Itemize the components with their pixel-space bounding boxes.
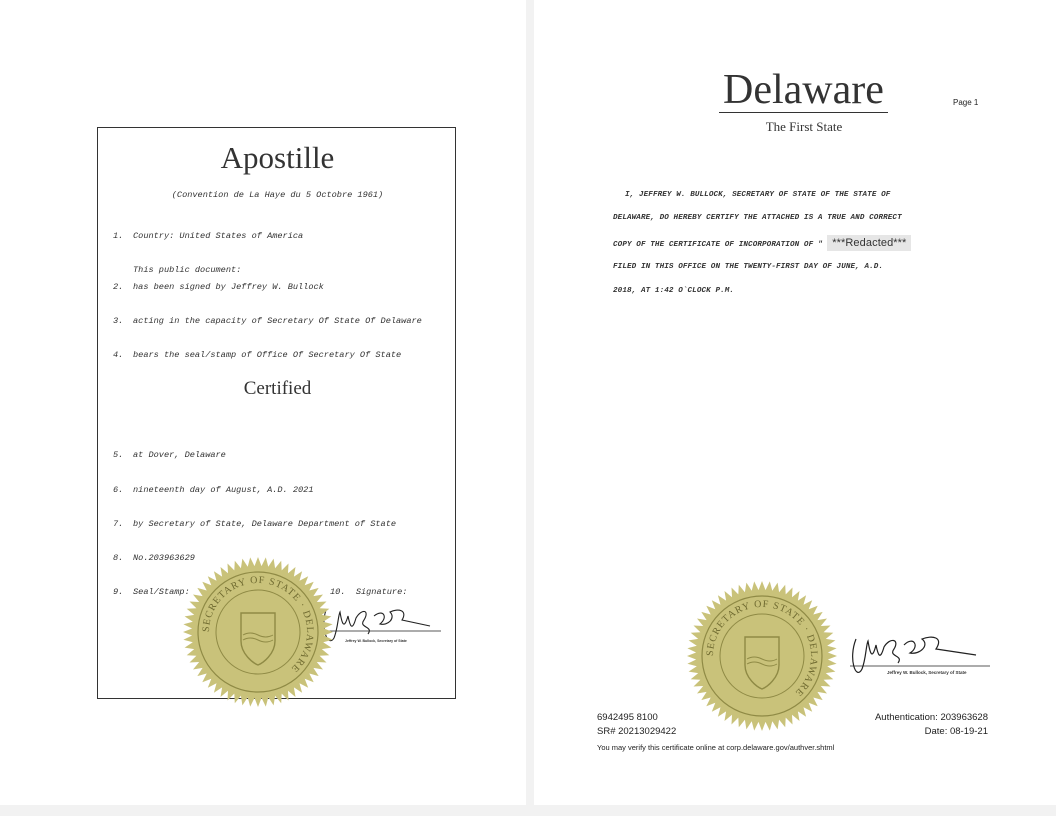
item-8: 8. No.203963629 <box>113 553 195 563</box>
redacted-name: ***Redacted*** <box>827 235 911 251</box>
item-7: 7. by Secretary of State, Delaware Department of State <box>113 519 397 529</box>
certified-heading: Certified <box>243 378 312 399</box>
secretary-of-state-seal <box>687 581 837 731</box>
signature-caption: Jeffrey W. Bullock, Secretary of State <box>345 639 407 643</box>
item-3: 3. acting in the capacity of Secretary Of State Of Delaware <box>113 316 422 326</box>
signature-caption: Jeffrey W. Bullock, Secretary of State <box>887 670 967 675</box>
cert-line-1: I, JEFFREY W. BULLOCK, SECRETARY OF STATE OF THE STATE OF <box>625 191 891 199</box>
cert-line-3: COPY OF THE CERTIFICATE OF INCORPORATION OF " ***Redacted*** <box>613 237 911 249</box>
item-1: 1. Country: United States of America <box>113 231 304 241</box>
item-5: 5. at Dover, Delaware <box>113 450 226 460</box>
apostille-page <box>0 0 526 805</box>
item-6: 6. nineteenth day of August, A.D. 2021 <box>113 485 314 495</box>
certificate-heading: Delaware <box>719 68 888 113</box>
apostille-title: Apostille <box>220 140 335 175</box>
convention-text: (Convention de La Haye du 5 Octobre 1961) <box>171 190 384 200</box>
cert-line-5: 2018, AT 1:42 O`CLOCK P.M. <box>613 287 735 295</box>
authentication-number: Authentication: 203963628 <box>874 712 988 723</box>
seal-text: SECRETARY OF STATE · DELAWARE <box>200 574 316 675</box>
item-9: 9. Seal/Stamp: <box>113 587 190 597</box>
public-document-label: This public document: <box>133 265 242 275</box>
sr-number: SR# 20213029422 <box>597 726 677 737</box>
file-number: 6942495 8100 <box>597 712 658 723</box>
page-number: Page 1 <box>953 98 979 107</box>
item-10: 10. Signature: <box>330 587 408 597</box>
cert-line-2: DELAWARE, DO HEREBY CERTIFY THE ATTACHED IS A TRUE AND CORRECT <box>613 214 902 222</box>
item-4: 4. bears the seal/stamp of Office Of Secretary Of State <box>113 350 402 360</box>
verify-text: You may verify this certificate online at corp.delaware.gov/authver.shtml <box>597 743 835 752</box>
seal-text: SECRETARY OF STATE · DELAWARE <box>704 598 820 699</box>
signature <box>318 598 443 653</box>
certificate-subheading: The First State <box>765 119 843 134</box>
cert-line-4: FILED IN THIS OFFICE ON THE TWENTY-FIRST DAY OF JUNE, A.D. <box>613 263 884 271</box>
item-2: 2. has been signed by Jeffrey W. Bullock <box>113 282 324 292</box>
certificate-date: Date: 08-19-21 <box>924 726 988 737</box>
certificate-page <box>534 0 1056 805</box>
signature <box>844 625 994 685</box>
secretary-of-state-seal <box>183 557 333 707</box>
